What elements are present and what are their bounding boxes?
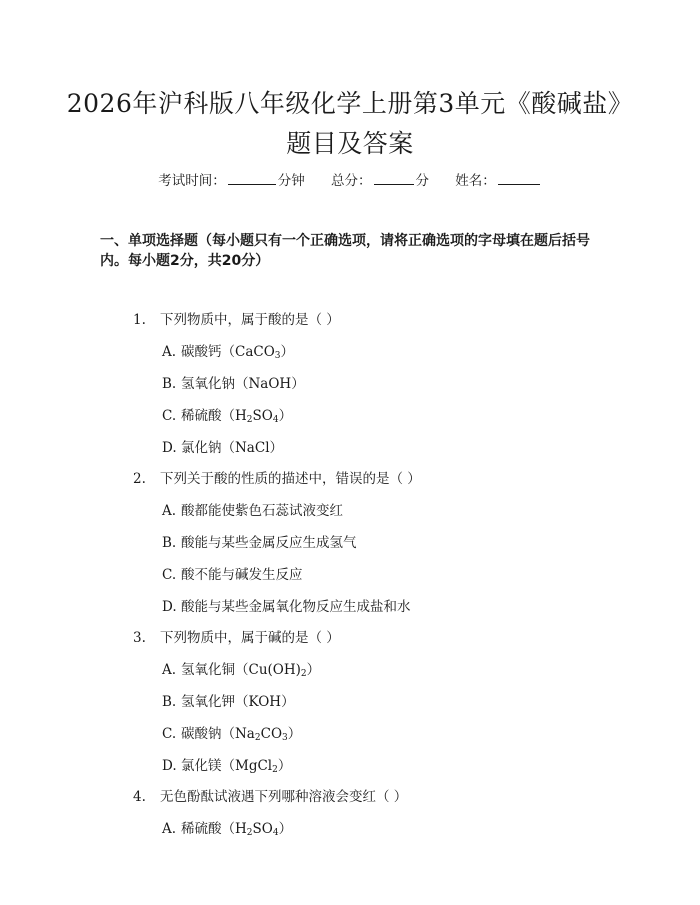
option-2d bbox=[162, 598, 411, 616]
option-letter: B. bbox=[162, 376, 177, 392]
question-text: 下列关于酸的性质的描述中，错误的是（ ） bbox=[160, 471, 421, 487]
question-number: 4. bbox=[133, 789, 146, 805]
option-text: 氯化镁（MgCl bbox=[181, 758, 273, 774]
option-text: 酸能与某些金属反应生成氢气 bbox=[181, 535, 357, 551]
option-text: 碳酸钙（CaCO bbox=[181, 344, 275, 360]
option-subscript: 2 bbox=[300, 669, 307, 679]
option-2b bbox=[162, 534, 357, 552]
option-subscript-2: 4 bbox=[272, 828, 279, 838]
option-3b bbox=[162, 693, 295, 711]
option-letter: A. bbox=[162, 821, 177, 837]
option-3c bbox=[162, 725, 301, 743]
option-text: 稀硫酸（H bbox=[181, 408, 247, 424]
option-letter: D. bbox=[162, 599, 177, 615]
time-unit: 分钟 bbox=[277, 173, 305, 189]
option-tail: ） bbox=[287, 726, 302, 742]
question-text: 下列物质中，属于碱的是（ ） bbox=[160, 630, 340, 646]
exam-score bbox=[331, 169, 429, 189]
option-letter: D. bbox=[162, 440, 177, 456]
option-text: 稀硫酸（H bbox=[181, 821, 247, 837]
question-number: 3. bbox=[133, 630, 146, 646]
option-subscript-2: 3 bbox=[282, 733, 288, 743]
exam-meta bbox=[0, 169, 700, 189]
option-2c bbox=[162, 566, 303, 584]
question-number: 1. bbox=[133, 312, 146, 328]
question-4 bbox=[133, 788, 407, 806]
name-label: 姓名： bbox=[455, 173, 496, 189]
option-1c bbox=[162, 407, 292, 425]
question-1 bbox=[133, 311, 340, 329]
option-1d bbox=[162, 439, 283, 457]
option-text: 酸都能使紫色石蕊试液变红 bbox=[181, 503, 343, 519]
exam-name bbox=[455, 169, 542, 189]
option-tail: ） bbox=[306, 662, 321, 678]
score-blank bbox=[374, 172, 414, 185]
option-3a bbox=[162, 661, 320, 679]
option-text-2: CO bbox=[260, 726, 283, 742]
score-label: 总分： bbox=[331, 173, 372, 189]
option-tail: ） bbox=[278, 408, 293, 424]
option-text: 氢氧化铜（Cu(OH) bbox=[181, 662, 301, 678]
option-letter: C. bbox=[162, 567, 177, 583]
option-letter: D. bbox=[162, 758, 177, 774]
score-unit: 分 bbox=[415, 173, 429, 189]
option-text: 氢氧化钠（NaOH） bbox=[181, 376, 305, 392]
option-text-2: SO bbox=[252, 408, 273, 424]
option-text: 酸不能与碱发生反应 bbox=[181, 567, 303, 583]
option-4a bbox=[162, 820, 292, 838]
question-2 bbox=[133, 470, 421, 488]
option-1a bbox=[162, 343, 294, 361]
question-text: 无色酚酞试液遇下列哪种溶液会变红（ ） bbox=[160, 789, 408, 805]
question-text: 下列物质中，属于酸的是（ ） bbox=[160, 312, 340, 328]
option-tail: ） bbox=[277, 758, 292, 774]
option-tail: ） bbox=[280, 344, 295, 360]
option-tail: ） bbox=[278, 821, 293, 837]
option-letter: A. bbox=[162, 344, 177, 360]
option-letter: B. bbox=[162, 535, 177, 551]
option-subscript-2: 4 bbox=[272, 415, 279, 425]
option-text: 氯化钠（NaCl） bbox=[181, 440, 284, 456]
option-letter: A. bbox=[162, 503, 177, 519]
section-heading: 一、单项选择题（每小题只有一个正确选项，请将正确选项的字母填在题后括号内。每小题2分，共20分） bbox=[100, 233, 590, 269]
exam-time bbox=[158, 169, 305, 189]
name-blank bbox=[498, 172, 540, 185]
option-text: 酸能与某些金属氧化物反应生成盐和水 bbox=[181, 599, 411, 615]
option-text: 氢氧化钾（KOH） bbox=[181, 694, 295, 710]
option-3d bbox=[162, 757, 291, 775]
option-letter: B. bbox=[162, 694, 177, 710]
option-1b bbox=[162, 375, 305, 393]
question-3 bbox=[133, 629, 340, 647]
option-subscript: 2 bbox=[272, 765, 278, 775]
option-2a bbox=[162, 502, 343, 520]
option-letter: A. bbox=[162, 662, 177, 678]
option-subscript: 2 bbox=[246, 415, 253, 425]
option-letter: C. bbox=[162, 408, 177, 424]
option-subscript: 2 bbox=[246, 828, 253, 838]
option-letter: C. bbox=[162, 726, 177, 742]
time-blank bbox=[228, 172, 276, 185]
question-number: 2. bbox=[133, 471, 146, 487]
option-text-2: SO bbox=[252, 821, 273, 837]
time-label: 考试时间： bbox=[158, 173, 226, 189]
option-subscript: 2 bbox=[254, 733, 261, 743]
page-title: 2026年沪科版八年级化学上册第3单元《酸碱盐》题目及答案 bbox=[66, 89, 634, 158]
option-subscript: 3 bbox=[274, 351, 281, 361]
option-text: 碳酸钠（Na bbox=[181, 726, 255, 742]
